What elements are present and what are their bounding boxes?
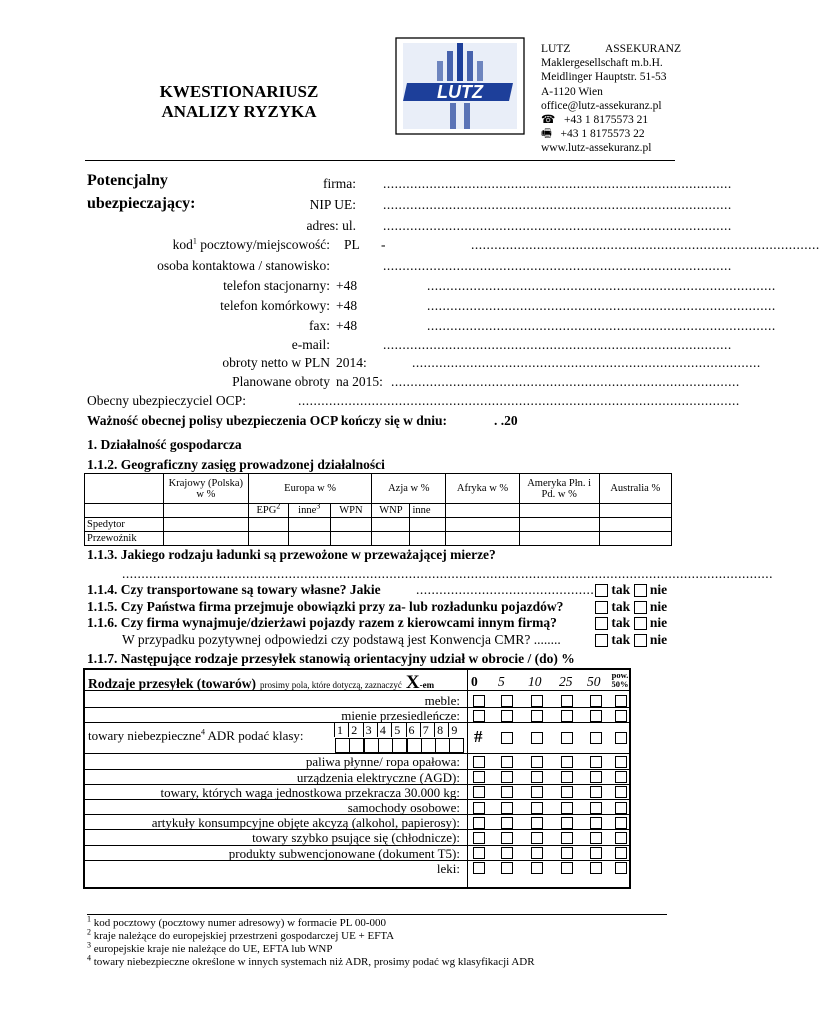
company-line-2: Maklergesellschaft m.b.H. <box>541 57 663 70</box>
title-line-1: KWESTIONARIUSZ <box>159 82 319 101</box>
cargo-pct-checkbox[interactable] <box>590 802 602 814</box>
adr-class-label: 7 <box>422 723 429 738</box>
label-nip: NIP UE: <box>309 197 356 212</box>
fax-prefix: +48 <box>336 318 358 333</box>
adr-class-label: 8 <box>437 723 444 738</box>
cargo-pct-checkbox[interactable] <box>473 786 485 798</box>
cargo-row-label: samochody osobowe: <box>347 800 460 815</box>
pct-10: 10 <box>528 674 542 689</box>
input-113[interactable]: ........................................................................................................................................................................ <box>122 566 773 581</box>
geo-cell[interactable] <box>599 518 671 532</box>
tel-kom-prefix: +48 <box>336 298 358 313</box>
geo-cell[interactable] <box>248 532 288 546</box>
question-115: 1.1.5. Czy Państwa firma przejmuje obowiązki przy za- lub rozładunku pojazdów? <box>87 599 564 614</box>
adr-class-sep <box>348 723 349 737</box>
adr-class-checkbox[interactable] <box>378 738 393 753</box>
kod-dash: - <box>381 237 386 252</box>
input-firma[interactable]: .......................................................................................... <box>383 176 732 191</box>
geo-cell[interactable] <box>519 518 599 532</box>
geo-sub-inne-europa: inne$^3$ <box>288 504 330 518</box>
adr-class-label: 3 <box>365 723 372 738</box>
adr-class-checkbox[interactable] <box>335 738 350 753</box>
geo-row-label: Przewoźnik <box>85 532 164 546</box>
question-116-cmr: W przypadku pozytywnej odpowiedzi czy podstawą jest Konwencja CMR? ........ <box>122 632 561 647</box>
geo-cell[interactable] <box>446 532 520 546</box>
cargo-pct-checkbox[interactable] <box>501 732 513 744</box>
q116-yes-no <box>595 615 667 631</box>
cargo-pct-checkbox[interactable] <box>561 710 573 722</box>
tel-stac-prefix: +48 <box>336 278 358 293</box>
adr-hash: # <box>474 727 483 747</box>
nie-label: nie <box>649 582 668 597</box>
cargo-pct-checkbox[interactable] <box>473 695 485 707</box>
q116b-yes-no <box>595 632 667 648</box>
pct-0: 0 <box>471 674 478 689</box>
cargo-pct-checkbox[interactable] <box>531 802 543 814</box>
company-city: A-1120 Wien <box>541 85 603 98</box>
cargo-pct-checkbox[interactable] <box>615 817 627 829</box>
company-phone: +43 1 8175573 21 <box>563 114 649 127</box>
phone-icon: ☎ <box>541 114 556 127</box>
geo-col-krajowy: Krajowy (Polska) w % <box>163 474 248 504</box>
cargo-pct-checkbox[interactable] <box>590 710 602 722</box>
label-email: e-mail: <box>291 337 330 352</box>
footnote-divider <box>87 914 667 915</box>
cargo-pct-checkbox[interactable] <box>473 756 485 768</box>
geo-cell[interactable] <box>330 518 372 532</box>
q114-tak-checkbox[interactable] <box>595 584 608 597</box>
label-obroty: obroty netto w PLN <box>222 355 330 370</box>
adr-class-checkbox[interactable] <box>392 738 407 753</box>
adr-class-sep <box>334 723 335 737</box>
q114-yes-no <box>595 582 667 598</box>
cargo-pct-checkbox[interactable] <box>615 771 627 783</box>
cargo-pct-checkbox[interactable] <box>501 710 513 722</box>
kod-prefix: PL <box>344 237 360 252</box>
adr-class-sep <box>377 723 378 737</box>
pct-50: 50 <box>587 674 601 689</box>
cargo-row-label: towary szybko psujące się (chłodnicze): <box>252 830 460 846</box>
geo-col-europa: Europa w % <box>248 474 371 504</box>
cargo-pct-checkbox[interactable] <box>473 832 485 844</box>
cargo-col-sep <box>467 670 468 887</box>
cargo-pct-checkbox[interactable] <box>615 802 627 814</box>
cargo-pct-checkbox[interactable] <box>531 847 543 859</box>
geo-cell[interactable] <box>372 518 410 532</box>
cargo-pct-checkbox[interactable] <box>531 771 543 783</box>
cargo-pct-checkbox[interactable] <box>590 732 602 744</box>
geo-sub-inne-azja: inne <box>410 504 446 518</box>
cargo-row-label: towary, których waga jednostkowa przekracza 30.000 kg: <box>160 784 460 800</box>
section-1-title: 1. Działalność gospodarcza <box>87 437 242 452</box>
svg-text:LUTZ: LUTZ <box>437 82 483 102</box>
cargo-header-line <box>85 690 629 691</box>
company-block <box>541 42 681 156</box>
cargo-row-label: produkty subwencjonowane (dokument T5): <box>228 845 460 861</box>
cargo-pct-checkbox[interactable] <box>615 786 627 798</box>
cargo-pct-checkbox[interactable] <box>561 832 573 844</box>
cargo-table <box>83 668 631 889</box>
adr-class-checkbox[interactable] <box>435 738 450 753</box>
cargo-pct-checkbox[interactable] <box>473 862 485 874</box>
company-name: LUTZ ASSEKURANZ <box>541 43 681 55</box>
cargo-pct-checkbox[interactable] <box>590 756 602 768</box>
cargo-pct-checkbox[interactable] <box>501 771 513 783</box>
adr-class-checkbox[interactable] <box>449 738 464 753</box>
cargo-pct-checkbox[interactable] <box>615 695 627 707</box>
company-fax-row <box>541 127 681 141</box>
adr-class-label: 2 <box>351 723 358 738</box>
adr-class-sep <box>420 723 421 737</box>
cargo-pct-checkbox[interactable] <box>473 847 485 859</box>
cargo-row-label: meble: <box>424 693 460 708</box>
geo-cell[interactable] <box>446 518 520 532</box>
geo-col-australia: Australia % <box>599 474 671 504</box>
adr-class-sep <box>434 723 435 737</box>
cargo-pct-checkbox[interactable] <box>561 756 573 768</box>
pct-25: 25 <box>559 674 573 689</box>
question-116: 1.1.6. Czy firma wynajmuje/dzierżawi pojazdy razem z kierowcami innym firmą? <box>87 615 557 630</box>
question-113: 1.1.3. Jakiego rodzaju ładunki są przewożone w przeważającej mierze? <box>87 547 496 562</box>
geo-cell[interactable] <box>288 518 330 532</box>
cargo-pct-checkbox[interactable] <box>561 802 573 814</box>
geo-col-azja: Azja w % <box>372 474 446 504</box>
cargo-pct-checkbox[interactable] <box>590 786 602 798</box>
nie-label: nie <box>649 632 668 647</box>
cargo-pct-checkbox[interactable] <box>531 786 543 798</box>
document-title <box>128 82 350 122</box>
cargo-pct-checkbox[interactable] <box>615 756 627 768</box>
tak-label: tak <box>611 615 631 630</box>
tak-label: tak <box>611 582 631 597</box>
adr-class-checkbox[interactable] <box>407 738 422 753</box>
geo-sub-epg: EPG$^2$ <box>248 504 288 518</box>
input-tel-stac[interactable]: .......................................................................................... <box>427 278 776 293</box>
label-fax: fax: <box>309 318 330 333</box>
cargo-row-label: paliwa płynne/ ropa opałowa: <box>305 754 460 770</box>
input-114[interactable]: .............................................. <box>416 582 595 597</box>
cargo-row-label: leki: <box>436 860 460 876</box>
adr-class-checkbox[interactable] <box>349 738 364 753</box>
cargo-pct-checkbox[interactable] <box>501 786 513 798</box>
applicant-heading-2: ubezpieczający: <box>87 195 196 212</box>
cargo-row-label-adr: towary niebezpieczne$^4$ ADR podać klasy: <box>88 728 304 744</box>
cargo-pct-checkbox[interactable] <box>615 732 627 744</box>
geo-sub-wnp: WNP <box>372 504 410 518</box>
cargo-row-label: urządzenia elektryczne (AGD): <box>296 769 460 785</box>
adr-class-sep <box>406 723 407 737</box>
cargo-pct-checkbox[interactable] <box>590 832 602 844</box>
cargo-pct-checkbox[interactable] <box>531 695 543 707</box>
company-fax: +43 1 8175573 22 <box>560 128 645 141</box>
cargo-pct-checkbox[interactable] <box>590 862 602 874</box>
cargo-pct-checkbox[interactable] <box>531 732 543 744</box>
geo-sub-wpn: WPN <box>330 504 372 518</box>
geo-col-ameryka: Ameryka Płn. i Pd. w % <box>519 474 599 504</box>
input-nip[interactable]: .......................................................................................... <box>383 197 732 212</box>
cargo-row-label: artykuły konsumpcyjne objęte akcyzą (alkohol, papierosy): <box>151 815 460 831</box>
nie-label: nie <box>649 615 668 630</box>
cargo-pct-checkbox[interactable] <box>590 771 602 783</box>
adr-class-checkbox[interactable] <box>421 738 436 753</box>
label-tel-stac: telefon stacjonarny: <box>223 278 330 293</box>
cargo-header: Rodzaje przesyłek (towarów) prosimy pola, które dotyczą, zaznaczyć X-em <box>88 672 435 693</box>
adr-class-sep <box>363 723 364 737</box>
cargo-pct-checkbox[interactable] <box>590 847 602 859</box>
geo-cell[interactable] <box>410 532 446 546</box>
input-obecny[interactable]: .................................................................................................................. <box>298 393 740 408</box>
section-112-title: 1.1.2. Geograficzny zasięg prowadzonej działalności <box>87 457 385 472</box>
cargo-pct-checkbox[interactable] <box>615 710 627 722</box>
cargo-pct-checkbox[interactable] <box>590 817 602 829</box>
question-114: 1.1.4. Czy transportowane są towary własne? Jakie <box>87 582 381 597</box>
q115-tak-checkbox[interactable] <box>595 601 608 614</box>
geo-cell[interactable] <box>410 518 446 532</box>
planowane-year: na 2015: <box>336 374 383 389</box>
cargo-pct-checkbox[interactable] <box>531 710 543 722</box>
geo-cell[interactable] <box>163 532 248 546</box>
cargo-pct-checkbox[interactable] <box>501 832 513 844</box>
cargo-pct-checkbox[interactable] <box>531 756 543 768</box>
company-address: Meidlinger Hauptstr. 51-53 <box>541 71 667 84</box>
cargo-pct-checkbox[interactable] <box>561 695 573 707</box>
adr-class-sep <box>391 723 392 737</box>
cargo-pct-checkbox[interactable] <box>615 832 627 844</box>
cargo-pct-checkbox[interactable] <box>501 862 513 874</box>
geo-cell[interactable] <box>519 532 599 546</box>
geo-row-przewoznik <box>85 532 672 546</box>
applicant-heading-1: Potencjalny <box>87 172 168 189</box>
fax-icon: 🖷 <box>541 128 552 141</box>
adr-class-sep <box>448 723 449 737</box>
geo-cell[interactable] <box>163 518 248 532</box>
cargo-pct-checkbox[interactable] <box>531 832 543 844</box>
label-planowane: Planowane obroty <box>232 374 330 389</box>
cargo-pct-checkbox[interactable] <box>501 817 513 829</box>
input-email[interactable]: .......................................................................................... <box>383 337 732 352</box>
cargo-row-label: mienie przesiedleńcze: <box>341 708 460 724</box>
q116b-nie-checkbox[interactable] <box>634 634 647 647</box>
cargo-pct-checkbox[interactable] <box>473 710 485 722</box>
geo-col-afryka: Afryka w % <box>446 474 520 504</box>
geo-row-spedytor <box>85 518 672 532</box>
adr-class-label: 1 <box>337 723 343 738</box>
label-tel-kom: telefon komórkowy: <box>220 298 330 313</box>
cargo-pct-checkbox[interactable] <box>561 817 573 829</box>
company-phone-row <box>541 113 681 127</box>
q116-nie-checkbox[interactable] <box>634 617 647 630</box>
label-kod: kod$^1$ pocztowy/miejscowość: <box>172 236 330 252</box>
adr-class-label: 6 <box>408 723 415 738</box>
cargo-pct-checkbox[interactable] <box>501 847 513 859</box>
cargo-pct-checkbox[interactable] <box>531 862 543 874</box>
obroty-year: 2014: <box>336 355 367 370</box>
input-tel-kom[interactable]: .......................................................................................... <box>427 298 776 313</box>
input-osoba[interactable]: .......................................................................................... <box>383 258 732 273</box>
tak-label: tak <box>611 632 631 647</box>
cargo-pct-checkbox[interactable] <box>473 771 485 783</box>
input-fax[interactable]: .......................................................................................... <box>427 318 776 333</box>
input-waznosc-date[interactable]: . .20 <box>494 413 518 428</box>
geo-row-label: Spedytor <box>85 518 164 532</box>
label-waznosc: Ważność obecnej polisy ubezpieczenia OCP kończy się w dniu: <box>87 413 448 428</box>
q116b-tak-checkbox[interactable] <box>595 634 608 647</box>
footnotes <box>87 914 535 969</box>
geo-cell[interactable] <box>248 518 288 532</box>
cargo-pct-checkbox[interactable] <box>615 847 627 859</box>
footnote-4: $^4$ towary niebezpieczne określone w innych systemach niż ADR, prosimy podać wg klasyfikacji ADR <box>87 953 535 968</box>
footnote-2: $^2$ kraje należące do europejskiej przestrzeni gospodarczej UE + EFTA <box>87 927 395 942</box>
label-obecny: Obecny ubezpieczyciel OCP: <box>87 393 246 408</box>
lutz-logo <box>395 37 525 135</box>
label-adres: adres: ul. <box>306 218 356 233</box>
q116-tak-checkbox[interactable] <box>595 617 608 630</box>
geo-range-table <box>84 473 672 546</box>
nie-label: nie <box>649 599 668 614</box>
cargo-pct-checkbox[interactable] <box>531 817 543 829</box>
adr-class-label: 5 <box>394 723 401 738</box>
cargo-pct-checkbox[interactable] <box>561 862 573 874</box>
company-website[interactable]: www.lutz-assekuranz.pl <box>541 142 652 155</box>
cargo-pct-checkbox[interactable] <box>590 695 602 707</box>
cargo-pct-checkbox[interactable] <box>501 756 513 768</box>
geo-cell[interactable] <box>372 532 410 546</box>
cargo-pct-checkbox[interactable] <box>561 847 573 859</box>
title-line-2: ANALIZY RYZYKA <box>161 102 317 121</box>
label-osoba: osoba kontaktowa / stanowisko: <box>157 258 330 273</box>
input-adres[interactable]: .......................................................................................... <box>383 218 732 233</box>
company-email[interactable]: office@lutz-assekuranz.pl <box>541 99 662 112</box>
cargo-pct-checkbox[interactable] <box>561 786 573 798</box>
cargo-pct-checkbox[interactable] <box>615 862 627 874</box>
q114-nie-checkbox[interactable] <box>634 584 647 597</box>
question-117: 1.1.7. Następujące rodzaje przesyłek stanowią orientacyjny udział w obrocie / (do) % <box>87 651 575 666</box>
q115-yes-no <box>595 599 667 615</box>
q115-nie-checkbox[interactable] <box>634 601 647 614</box>
cargo-pct-checkbox[interactable] <box>561 771 573 783</box>
adr-class-label: 4 <box>379 723 386 738</box>
header-divider <box>85 160 675 161</box>
tak-label: tak <box>611 599 631 614</box>
geo-cell[interactable] <box>288 532 330 546</box>
input-miejscowosc[interactable]: .......................................................................................... <box>471 237 820 252</box>
cargo-pct-checkbox[interactable] <box>561 732 573 744</box>
input-obroty[interactable]: .......................................................................................... <box>412 355 761 370</box>
label-firma: firma: <box>323 176 356 191</box>
cargo-pct-checkbox[interactable] <box>501 802 513 814</box>
cargo-pct-checkbox[interactable] <box>473 817 485 829</box>
cargo-pct-checkbox[interactable] <box>501 695 513 707</box>
geo-cell[interactable] <box>599 532 671 546</box>
footnote-1: $^1$ kod pocztowy (pocztowy numer adresowy) w formacie PL 00-000 <box>87 914 386 929</box>
pct-pow50: pow. 50% <box>611 670 629 689</box>
pct-5: 5 <box>498 674 505 689</box>
cargo-pct-checkbox[interactable] <box>473 802 485 814</box>
input-planowane[interactable]: .......................................................................................... <box>391 374 740 389</box>
footnote-3: $^3$ europejskie kraje nie należące do UE, EFTA lub WNP <box>87 940 333 955</box>
adr-class-label: 9 <box>451 723 458 738</box>
geo-cell[interactable] <box>330 532 372 546</box>
adr-class-checkbox[interactable] <box>364 738 379 753</box>
